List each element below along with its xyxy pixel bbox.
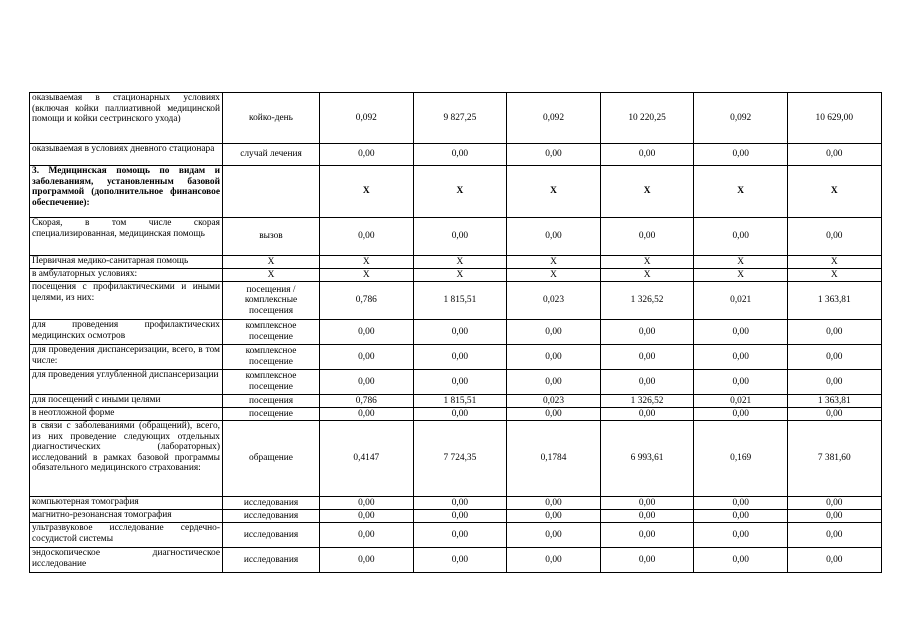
row-value-cell: 0,092 <box>694 93 788 144</box>
row-value-cell: 1 363,81 <box>787 282 881 320</box>
row-value-cell: 0,00 <box>600 320 694 345</box>
row-name-cell: магнитно-резонансная томография <box>30 510 223 523</box>
row-value-cell: 0,00 <box>600 548 694 573</box>
row-name-cell: оказываемая в стационарных условиях (включая койки паллиативной медицинской помощи и койки сестринского ухода) <box>30 93 223 144</box>
row-value-cell: 0,00 <box>600 345 694 370</box>
row-value-cell: 0,169 <box>694 421 788 497</box>
row-unit-cell: исследования <box>223 497 320 510</box>
row-value-cell: Х <box>787 166 881 218</box>
row-value-cell: 0,00 <box>600 408 694 421</box>
row-value-cell: 1 326,52 <box>600 395 694 408</box>
row-name-cell: оказываемая в условиях дневного стационара <box>30 144 223 166</box>
row-name-cell: эндоскопическое диагностическое исследование <box>30 548 223 573</box>
row-value-cell: 0,00 <box>320 320 414 345</box>
row-unit-cell: исследования <box>223 523 320 548</box>
row-unit-cell: исследования <box>223 548 320 573</box>
row-value-cell: 0,00 <box>600 497 694 510</box>
row-value-cell: 0,00 <box>787 523 881 548</box>
row-value-cell: 0,00 <box>694 408 788 421</box>
row-value-cell: 0,00 <box>600 523 694 548</box>
row-value-cell: 0,00 <box>507 345 601 370</box>
row-value-cell: 0,021 <box>694 282 788 320</box>
row-value-cell: 0,786 <box>320 282 414 320</box>
row-value-cell: 0,092 <box>320 93 414 144</box>
row-value-cell: 0,00 <box>320 345 414 370</box>
row-unit-cell: посещения <box>223 395 320 408</box>
row-value-cell: 0,00 <box>787 548 881 573</box>
table-row <box>30 523 882 548</box>
row-value-cell: 0,00 <box>694 523 788 548</box>
row-value-cell: Х <box>413 256 507 269</box>
row-value-cell: Х <box>600 256 694 269</box>
row-value-cell: Х <box>320 256 414 269</box>
row-value-cell: 0,00 <box>600 218 694 256</box>
row-value-cell: 0,00 <box>507 497 601 510</box>
row-value-cell: 1 326,52 <box>600 282 694 320</box>
row-name-cell: 3. Медицинская помощь по видам и заболеваниям, установленным базовой программой (дополнительное финансовое обеспечение): <box>30 166 223 218</box>
row-value-cell: Х <box>320 166 414 218</box>
row-value-cell: 0,00 <box>787 510 881 523</box>
row-value-cell: Х <box>320 269 414 282</box>
row-value-cell: 7 381,60 <box>787 421 881 497</box>
row-value-cell: 0,00 <box>320 408 414 421</box>
row-value-cell: 0,00 <box>694 497 788 510</box>
row-value-cell: 1 363,81 <box>787 395 881 408</box>
row-value-cell: 6 993,61 <box>600 421 694 497</box>
table-row <box>30 510 882 523</box>
row-value-cell: 1 815,51 <box>413 395 507 408</box>
row-value-cell: 0,00 <box>413 523 507 548</box>
row-value-cell: 0,00 <box>600 144 694 166</box>
row-value-cell: 9 827,25 <box>413 93 507 144</box>
row-value-cell: 0,00 <box>320 144 414 166</box>
row-value-cell: 0,00 <box>600 370 694 395</box>
row-value-cell: 0,00 <box>320 497 414 510</box>
row-value-cell: 0,00 <box>413 510 507 523</box>
row-value-cell: Х <box>694 166 788 218</box>
row-value-cell: 0,00 <box>413 320 507 345</box>
row-value-cell: 0,00 <box>320 370 414 395</box>
row-value-cell: 10 220,25 <box>600 93 694 144</box>
row-value-cell: 0,00 <box>787 218 881 256</box>
row-value-cell: 0,00 <box>694 510 788 523</box>
table-body <box>30 93 882 573</box>
row-value-cell: 0,00 <box>694 370 788 395</box>
row-value-cell: Х <box>413 269 507 282</box>
table-row <box>30 93 882 144</box>
row-name-cell: для проведения углубленной диспансеризации <box>30 370 223 395</box>
row-name-cell: в связи с заболеваниями (обращений), всего, из них проведение следующих отдельных диагностических (лабораторных) исследований в рамках базовой программы обязательного медицинского страхования: <box>30 421 223 497</box>
row-unit-cell: Х <box>223 269 320 282</box>
row-value-cell: Х <box>507 256 601 269</box>
row-value-cell: 0,00 <box>413 408 507 421</box>
row-value-cell: 0,1784 <box>507 421 601 497</box>
row-unit-cell: посещение <box>223 408 320 421</box>
row-value-cell: 0,00 <box>507 523 601 548</box>
table-row <box>30 269 882 282</box>
row-value-cell: 0,00 <box>600 510 694 523</box>
row-unit-cell: комплексное посещение <box>223 320 320 345</box>
row-value-cell: 0,023 <box>507 395 601 408</box>
row-value-cell: 1 815,51 <box>413 282 507 320</box>
row-value-cell: Х <box>694 269 788 282</box>
row-value-cell: Х <box>507 269 601 282</box>
row-name-cell: для проведения диспансеризации, всего, в том числе: <box>30 345 223 370</box>
table-row <box>30 144 882 166</box>
row-value-cell: 0,00 <box>413 370 507 395</box>
row-value-cell: Х <box>600 269 694 282</box>
row-value-cell: 0,00 <box>320 218 414 256</box>
table-row <box>30 421 882 497</box>
table-row <box>30 548 882 573</box>
row-value-cell: 0,00 <box>413 144 507 166</box>
row-unit-cell: случай лечения <box>223 144 320 166</box>
row-value-cell: 0,00 <box>694 548 788 573</box>
row-name-cell: ультразвуковое исследование сердечно-сосудистой системы <box>30 523 223 548</box>
row-value-cell: 0,00 <box>787 345 881 370</box>
row-value-cell: 0,00 <box>694 345 788 370</box>
row-value-cell: 7 724,35 <box>413 421 507 497</box>
row-name-cell: компьютерная томография <box>30 497 223 510</box>
table-row <box>30 370 882 395</box>
table-row <box>30 256 882 269</box>
row-name-cell: в неотложной форме <box>30 408 223 421</box>
row-value-cell: 0,786 <box>320 395 414 408</box>
row-value-cell: 0,00 <box>413 548 507 573</box>
row-value-cell: 0,00 <box>787 497 881 510</box>
row-value-cell: 0,023 <box>507 282 601 320</box>
row-unit-cell: Х <box>223 256 320 269</box>
row-value-cell: 0,00 <box>413 345 507 370</box>
row-value-cell: 0,00 <box>787 320 881 345</box>
row-value-cell: 0,021 <box>694 395 788 408</box>
table-row <box>30 218 882 256</box>
row-value-cell: 0,00 <box>507 320 601 345</box>
row-value-cell: 0,00 <box>787 370 881 395</box>
row-value-cell: 0,00 <box>413 218 507 256</box>
row-unit-cell: посещения / комплексные посещения <box>223 282 320 320</box>
row-value-cell: 0,00 <box>320 510 414 523</box>
row-name-cell: в амбулаторных условиях: <box>30 269 223 282</box>
row-value-cell: 0,00 <box>787 408 881 421</box>
table-row <box>30 166 882 218</box>
row-name-cell: для проведения профилактических медицинских осмотров <box>30 320 223 345</box>
row-unit-cell: комплексное посещение <box>223 345 320 370</box>
table-row <box>30 320 882 345</box>
row-value-cell: Х <box>694 256 788 269</box>
row-value-cell: 0,00 <box>787 144 881 166</box>
row-value-cell: 0,00 <box>320 523 414 548</box>
row-value-cell: 0,00 <box>507 548 601 573</box>
table-row <box>30 345 882 370</box>
row-value-cell: 10 629,00 <box>787 93 881 144</box>
table-row <box>30 395 882 408</box>
row-unit-cell <box>223 166 320 218</box>
row-value-cell: 0,092 <box>507 93 601 144</box>
norms-table <box>29 92 882 573</box>
row-value-cell: 0,4147 <box>320 421 414 497</box>
row-name-cell: посещения с профилактическими и иными целями, из них: <box>30 282 223 320</box>
row-unit-cell: комплексное посещение <box>223 370 320 395</box>
row-value-cell: 0,00 <box>320 548 414 573</box>
row-value-cell: 0,00 <box>694 144 788 166</box>
row-value-cell: Х <box>600 166 694 218</box>
row-unit-cell: вызов <box>223 218 320 256</box>
row-value-cell: 0,00 <box>507 144 601 166</box>
row-value-cell: Х <box>507 166 601 218</box>
row-value-cell: 0,00 <box>694 218 788 256</box>
row-name-cell: Первичная медико-санитарная помощь <box>30 256 223 269</box>
row-value-cell: 0,00 <box>413 497 507 510</box>
row-value-cell: 0,00 <box>694 320 788 345</box>
row-unit-cell: обращение <box>223 421 320 497</box>
row-value-cell: 0,00 <box>507 218 601 256</box>
table-row <box>30 408 882 421</box>
table-row <box>30 282 882 320</box>
row-unit-cell: койко-день <box>223 93 320 144</box>
row-value-cell: 0,00 <box>507 510 601 523</box>
row-unit-cell: исследования <box>223 510 320 523</box>
row-value-cell: Х <box>413 166 507 218</box>
row-name-cell: Скорая, в том числе скорая специализированная, медицинская помощь <box>30 218 223 256</box>
row-value-cell: Х <box>787 269 881 282</box>
table-row <box>30 497 882 510</box>
row-value-cell: 0,00 <box>507 370 601 395</box>
row-value-cell: Х <box>787 256 881 269</box>
row-name-cell: для посещений с иными целями <box>30 395 223 408</box>
row-value-cell: 0,00 <box>507 408 601 421</box>
